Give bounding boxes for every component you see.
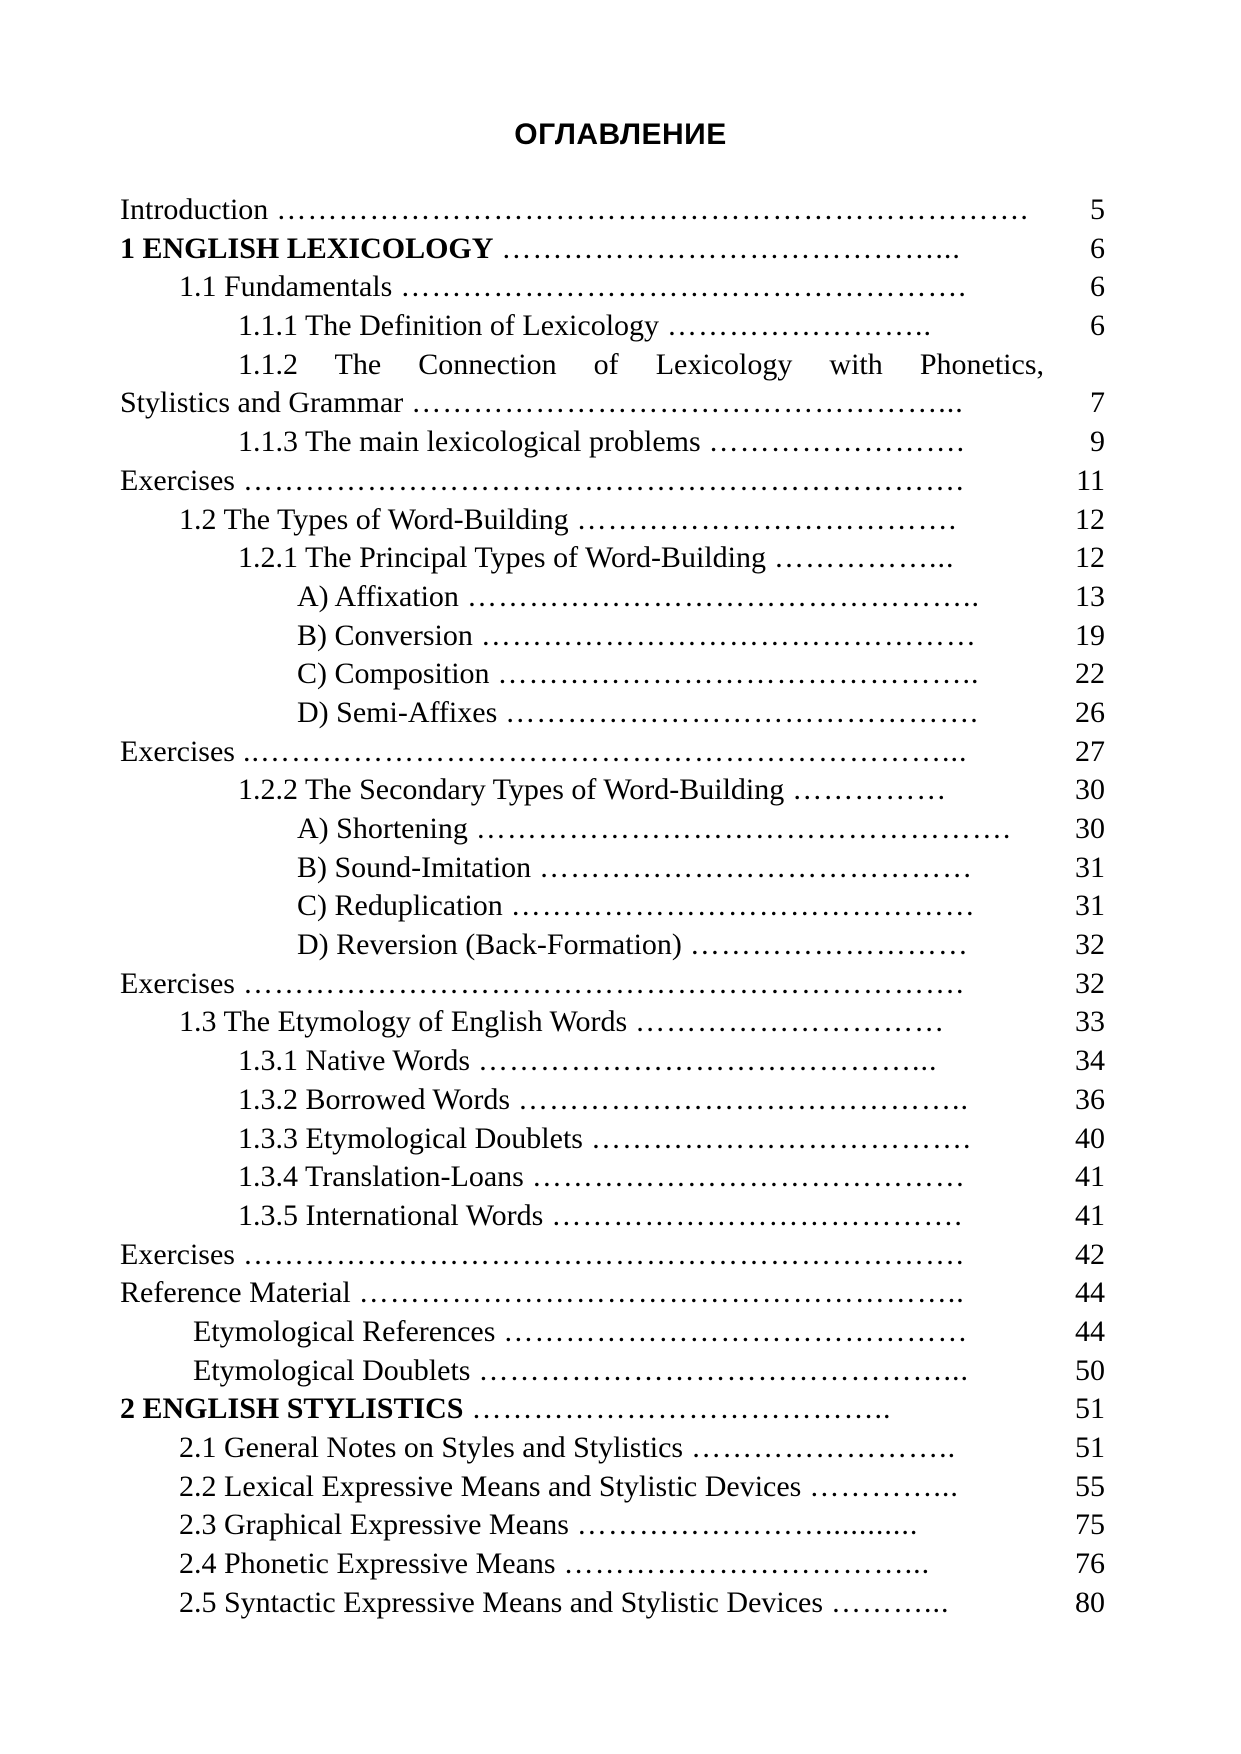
toc-entry-page: 30 <box>1075 812 1105 845</box>
toc-entry-leader: ……………………… <box>689 928 969 962</box>
toc-entry-page: 51 <box>1075 1392 1105 1426</box>
toc-entry-page: 30 <box>1075 773 1105 807</box>
toc-entry-graphical-expressive-means[interactable] <box>120 1506 1105 1545</box>
toc-entry-page: 42 <box>1075 1237 1105 1271</box>
toc-entry-title: 1.3.2 Borrowed Words <box>238 1082 511 1116</box>
toc-entry-leader: ……………………………………………. <box>475 812 1012 845</box>
toc-entry-title: 2.2 Lexical Expressive Means and Stylistic Devices <box>179 1469 802 1503</box>
toc-entry-title: Exercises <box>120 734 235 768</box>
toc-entry-composition[interactable] <box>120 655 1105 694</box>
toc-entry-title: 2.1 General Notes on Styles and Stylistics <box>179 1431 684 1464</box>
toc-entry-page: 26 <box>1075 695 1105 729</box>
toc-entry-english-lexicology[interactable] <box>120 230 1105 269</box>
toc-entry-etymological-doublets-ref[interactable] <box>120 1352 1105 1391</box>
toc-entry-leader: ……………………………………... <box>478 1044 938 1078</box>
toc-entry-title: 1.1.3 The main lexicological problems <box>238 425 701 459</box>
toc-entry-leader: ………………………………………………….. <box>358 1276 965 1310</box>
toc-entry-affixation[interactable] <box>120 578 1105 617</box>
toc-entry-connection-of-lexicology[interactable] <box>120 384 1105 423</box>
toc-entry-reversion[interactable] <box>120 926 1105 965</box>
toc-entry-title: 1.3 The Etymology of English Words <box>179 1005 628 1039</box>
toc-entry-title: D) Semi-Affixes <box>297 695 498 729</box>
toc-entry-leader: ……………………………... <box>563 1547 931 1581</box>
toc-entry-secondary-types[interactable] <box>120 771 1105 810</box>
toc-entry-exercises[interactable] <box>120 733 1105 772</box>
toc-entry-leader: ……………... <box>773 541 955 575</box>
toc-entry-title: D) Reversion (Back-Formation) <box>297 928 682 962</box>
toc-entry-leader: …………… <box>792 773 948 807</box>
toc-entry-title: Etymological Doublets <box>193 1353 471 1387</box>
toc-entry-page: 41 <box>1075 1160 1105 1194</box>
toc-entry-leader: ……………………………………………... <box>411 386 964 420</box>
toc-entry-page: 19 <box>1075 618 1105 652</box>
toc-entry-native-words[interactable] <box>120 1042 1105 1081</box>
toc-entry-page: 6 <box>1090 231 1105 265</box>
toc-entry-title: 2.4 Phonetic Expressive Means <box>179 1547 556 1581</box>
toc-entry-title: C) Reduplication <box>297 889 503 923</box>
toc-entry-page: 31 <box>1075 850 1105 884</box>
toc-entry-page: 32 <box>1075 928 1105 962</box>
toc-entry-title: Exercises <box>120 1237 235 1271</box>
toc-entry-leader: ……………………………………… <box>503 1314 969 1348</box>
toc-entry-etymological-references[interactable] <box>120 1313 1105 1352</box>
toc-entry-leader: ………………………………………. <box>505 695 979 729</box>
toc-entry-syntactic-expressive-means[interactable] <box>120 1584 1105 1623</box>
toc-entry-title: 1 ENGLISH LEXICOLOGY <box>120 231 494 265</box>
toc-entry-leader: ………………………………………………. <box>400 270 967 304</box>
toc-entry-conversion[interactable] <box>120 617 1105 656</box>
page-title: ОГЛАВЛЕНИЕ <box>514 118 727 151</box>
toc-entry-title: 1.1 Fundamentals <box>179 270 393 304</box>
toc-entry-title: 1.2 The Types of Word-Building <box>179 502 569 536</box>
toc-entry-leader: ………………………… <box>635 1005 946 1039</box>
toc-entry-page: 13 <box>1075 579 1105 613</box>
toc-entry-title: 1.3.3 Etymological Doublets <box>238 1121 583 1155</box>
toc-entry-page: 40 <box>1075 1121 1105 1155</box>
toc-entry-page: 51 <box>1075 1431 1105 1464</box>
toc-entry-leader: ……………………………………………………………. <box>242 1237 965 1271</box>
toc-entry-title: 1.3.5 International Words <box>238 1198 544 1232</box>
toc-entry-introduction[interactable] <box>120 191 1105 230</box>
toc-entry-page: 6 <box>1090 270 1105 304</box>
toc-entry-title: 1.2.1 The Principal Types of Word-Building <box>238 541 766 575</box>
toc-entry-title: B) Sound-Imitation <box>297 850 532 884</box>
toc-entry-page: 31 <box>1075 889 1105 923</box>
toc-entry-page: 33 <box>1075 1005 1105 1039</box>
toc-entry-phonetic-expressive-means[interactable] <box>120 1545 1105 1584</box>
toc-entry-principal-types[interactable] <box>120 539 1105 578</box>
toc-entry-exercises[interactable] <box>120 1236 1105 1275</box>
toc-entry-page: 22 <box>1075 657 1105 691</box>
toc-entry-page: 75 <box>1075 1508 1105 1542</box>
toc-entry-leader: ……………………………………... <box>501 231 961 265</box>
toc-entry-title: A) Shortening <box>297 812 468 845</box>
toc-entry-page: 6 <box>1090 309 1105 343</box>
toc-entry-leader: …………………………………… <box>539 850 974 884</box>
toc-entry-international-words[interactable] <box>120 1197 1105 1236</box>
toc-entry-page: 44 <box>1075 1314 1105 1348</box>
toc-entry-leader: ……………………........... <box>576 1508 919 1542</box>
toc-entry-page: 50 <box>1075 1353 1105 1387</box>
toc-entry-leader: …………………………………….. <box>518 1082 970 1116</box>
toc-entry-title: B) Conversion <box>297 618 473 652</box>
toc-entry-reference-material[interactable] <box>120 1274 1105 1313</box>
toc-entry-page: 27 <box>1075 734 1105 768</box>
toc-entry-leader: …………………….. <box>691 1431 957 1464</box>
toc-entry-leader: ………………………………….. <box>471 1392 892 1426</box>
toc-entry-title: Reference Material <box>120 1276 351 1310</box>
toc-entry-leader: ..…………………………………………………………... <box>242 734 968 768</box>
toc-entry-shortening[interactable] <box>120 810 1105 849</box>
toc-entry-title: 1.3.1 Native Words <box>238 1044 471 1078</box>
toc-entry-fundamentals[interactable] <box>120 268 1105 307</box>
toc-entry-leader: …………... <box>809 1469 959 1503</box>
toc-entry-page: 32 <box>1075 966 1105 1000</box>
toc-entry-borrowed-words[interactable] <box>120 1081 1105 1120</box>
toc-entry-leader: ………………………………. <box>576 502 958 536</box>
toc-entry-page: 36 <box>1075 1082 1105 1116</box>
toc-entry-leader: ………………………………. <box>590 1121 972 1155</box>
toc-entry-page: 34 <box>1075 1044 1105 1078</box>
toc-entry-etymological-doublets[interactable] <box>120 1120 1105 1159</box>
toc-entry-leader: ………………………………………... <box>478 1353 969 1387</box>
toc-entry-types-of-word-building[interactable] <box>120 501 1105 540</box>
toc-entry-title: 1.3.4 Translation-Loans <box>238 1160 524 1194</box>
toc-entry-leader: ……………………………………………………………. <box>242 966 965 1000</box>
toc-entry-title: A) Affixation <box>297 579 459 613</box>
toc-entry-etymology[interactable] <box>120 1003 1105 1042</box>
toc-entry-page: 76 <box>1075 1547 1105 1581</box>
toc-entry-title: Exercises <box>120 966 235 1000</box>
toc-entry-leader: …………………………………. <box>551 1198 963 1232</box>
toc-entry-semi-affixes[interactable] <box>120 694 1105 733</box>
toc-entry-reduplication[interactable] <box>120 887 1105 926</box>
toc-entry-leader: ………………………………………………………………. <box>276 193 1029 226</box>
toc-entry-page: 9 <box>1090 425 1105 459</box>
toc-entry-general-notes[interactable] <box>120 1429 1105 1468</box>
toc-entry-title: 1.2.2 The Secondary Types of Word-Building <box>238 773 785 807</box>
toc-entry-title: 2 ENGLISH STYLISTICS <box>120 1392 464 1426</box>
toc-entry-page: 5 <box>1090 193 1105 226</box>
toc-entry-leader: ………………………………………….. <box>466 579 980 613</box>
toc-entry-title: C) Composition <box>297 657 490 691</box>
toc-entry-page: 55 <box>1075 1469 1105 1503</box>
toc-entry-page: 41 <box>1075 1198 1105 1232</box>
toc-entry-leader: ……………………. <box>708 425 966 459</box>
toc-entry-title: Exercises <box>120 463 235 497</box>
toc-entry-connection-line1[interactable]: 1.1.2 The Connection of Lexicology with Phonetics, <box>238 347 1044 381</box>
toc-entry-exercises[interactable] <box>120 965 1105 1004</box>
toc-entry-leader: ……………………………………… <box>510 889 976 923</box>
toc-entry-title: 1.1.1 The Definition of Lexicology <box>238 309 660 343</box>
toc-entry-sound-imitation[interactable] <box>120 849 1105 888</box>
toc-entry-exercises[interactable] <box>120 462 1105 501</box>
toc-entry-page: 7 <box>1090 386 1105 420</box>
toc-entry-title: Stylistics and Grammar <box>120 386 404 420</box>
toc-entry-title: 2.5 Syntactic Expressive Means and Stylistic Devices <box>179 1585 824 1619</box>
toc-entry-title: 2.3 Graphical Expressive Means <box>179 1508 569 1542</box>
toc-entry-leader: ………... <box>831 1585 950 1619</box>
toc-entry-page: 12 <box>1075 502 1105 536</box>
toc-entry-definition-of-lexicology[interactable] <box>120 307 1105 346</box>
toc-entry-leader: …………………….. <box>667 309 933 343</box>
toc-entry-title: Introduction <box>120 193 269 226</box>
toc-entry-leader: ……………………………………………………………. <box>242 463 965 497</box>
toc-entry-page: 80 <box>1075 1585 1105 1619</box>
toc-entry-leader: …………………………………… <box>531 1160 966 1194</box>
toc-entry-lexical-expressive-means[interactable] <box>120 1468 1105 1507</box>
table-of-contents <box>120 191 1105 1622</box>
toc-entry-leader: ………………………………………… <box>480 618 977 652</box>
toc-entry-english-stylistics[interactable] <box>120 1390 1105 1429</box>
toc-entry-title: Etymological References <box>193 1314 496 1348</box>
toc-entry-main-lexicological-problems[interactable] <box>120 423 1105 462</box>
toc-entry-page: 12 <box>1075 541 1105 575</box>
toc-entry-page: 44 <box>1075 1276 1105 1310</box>
toc-entry-leader: ……………………………………….. <box>497 657 980 691</box>
toc-entry-page: 11 <box>1076 463 1105 497</box>
toc-entry-translation-loans[interactable] <box>120 1158 1105 1197</box>
